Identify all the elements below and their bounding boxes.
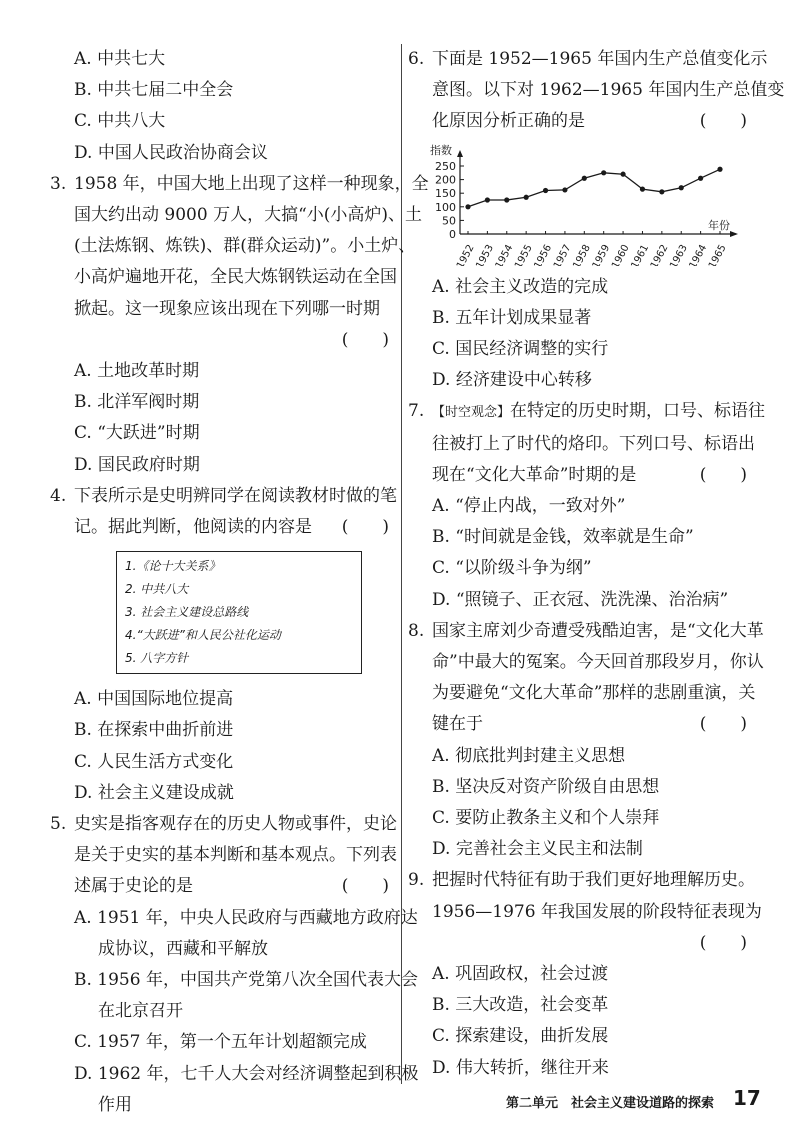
- q4-line-2: 记。据此判断，他阅读的内容是 ( ): [50, 512, 395, 543]
- q6-option-d[interactable]: D. 经济建设中心转移: [432, 370, 592, 391]
- data-point-1960: [620, 171, 625, 176]
- x-tick-label-1961: 1961: [629, 242, 652, 266]
- q8-option-b[interactable]: B. 坚决反对资产阶级自由思想: [432, 776, 660, 797]
- data-point-1955: [524, 194, 529, 199]
- x-axis-arrow: [730, 231, 738, 237]
- x-tick-label-1964: 1964: [687, 242, 710, 266]
- question-5: [50, 809, 419, 1121]
- q5-option-a-line-2: 成协议，西藏和平解放: [98, 938, 268, 959]
- q3-answer-paren[interactable]: ( ): [341, 329, 389, 350]
- unit-title: 第二单元 社会主义建设道路的探索: [506, 1096, 715, 1111]
- q7-number: 7.: [408, 401, 425, 422]
- question-3: [50, 169, 429, 481]
- q9-answer-paren[interactable]: ( ): [699, 932, 747, 953]
- x-tick-label-1963: 1963: [668, 242, 690, 266]
- q3-line-2: 国大约出动 9000 万人，大搞“小(小高炉)、土: [74, 205, 423, 226]
- q5-option-b-line-2: 在北京召开: [98, 1001, 183, 1022]
- q3-number: 3.: [50, 173, 67, 194]
- question-7: [408, 396, 766, 615]
- y-tick-label: 0: [449, 227, 456, 241]
- q3-line-1: 3. 1958 年，中国大地上出现了这样一种现象，全: [50, 169, 395, 200]
- data-point-1959: [601, 170, 606, 175]
- q6-answer-paren[interactable]: ( ): [699, 111, 747, 132]
- q8-line-1: 8. 国家主席刘少奇遭受残酷迫害，是“文化大革: [408, 616, 753, 647]
- q7-option-a[interactable]: A. “停止内战，一致对外”: [432, 496, 626, 517]
- q5-answer-paren[interactable]: ( ): [341, 876, 389, 897]
- q8-option-d[interactable]: D. 完善社会主义民主和法制: [432, 839, 643, 860]
- note-item-3: 3. 社会主义建设总路线: [125, 605, 249, 620]
- data-point-1958: [582, 175, 587, 180]
- q5-option-a[interactable]: [50, 903, 418, 965]
- y-tick-label: 200: [435, 173, 456, 187]
- q8-line-3: 为要避免“文化大革命”那样的悲剧重演，关: [432, 683, 756, 704]
- q4-option-d[interactable]: D. 社会主义建设成就: [74, 782, 234, 803]
- data-point-1956: [543, 187, 548, 192]
- x-tick-label-1954: 1954: [493, 242, 516, 266]
- q2-option-d[interactable]: D. 中国人民政治协商会议: [74, 142, 268, 163]
- y-tick-label: 50: [442, 214, 456, 228]
- q3-option-b[interactable]: B. 北洋军阀时期: [74, 392, 200, 413]
- q9-option-a[interactable]: A. 巩固政权，社会过渡: [432, 964, 609, 985]
- data-point-1965: [717, 166, 722, 171]
- x-tick-label-1953: 1953: [474, 242, 497, 266]
- q4-line-1: 4. 下表所示是史明辨同学在阅读教材时做的笔: [50, 481, 395, 512]
- data-point-1952: [465, 204, 470, 209]
- q9-line-2: 1956—1976 年我国发展的阶段特征表现为: [432, 901, 762, 922]
- x-tick-label-1955: 1955: [513, 242, 535, 266]
- q5-option-a-line-1: A. 1951 年，中央人民政府与西藏地方政府达: [74, 907, 418, 928]
- data-point-1953: [485, 197, 490, 202]
- q9-number: 9.: [408, 870, 425, 891]
- q8-number: 8.: [408, 620, 425, 641]
- q4-number: 4.: [50, 485, 67, 506]
- gdp-index-chart: [426, 142, 753, 270]
- q7-option-c[interactable]: C. “以阶级斗争为纲”: [432, 558, 592, 579]
- y-tick-label: 150: [435, 186, 456, 200]
- q5-option-b[interactable]: [50, 965, 418, 1027]
- q7-option-d[interactable]: D. “照镜子、正衣冠、洗洗澡、治治病”: [432, 589, 729, 610]
- q8-option-c[interactable]: C. 要防止教条主义和个人崇拜: [432, 808, 660, 829]
- q6-line-3: 化原因分析正确的是 ( ): [408, 106, 753, 137]
- y-axis-title: 指数: [430, 143, 452, 157]
- x-tick-label-1952: 1952: [454, 242, 477, 266]
- q3-option-c[interactable]: C. “大跃进”时期: [74, 423, 200, 444]
- q5-option-b-line-1: B. 1956 年，中国共产党第八次全国代表大会: [74, 970, 418, 991]
- q3-line-4: 小高炉遍地开花，全民大炼钢铁运动在全国: [74, 267, 397, 288]
- q3-line-3: (土法炼钢、炼铁)、群(群众运动)”。小土炉、: [74, 236, 416, 257]
- reading-notes-box: [116, 551, 362, 674]
- question-4: [50, 481, 395, 809]
- q5-number: 5.: [50, 814, 67, 835]
- left-column: [50, 44, 429, 1121]
- q2-option-c[interactable]: C. 中共八大: [74, 111, 166, 132]
- q5-line-3: 述属于史论的是 ( ): [50, 871, 395, 902]
- q5-option-d-line-1: D. 1962 年，七千人大会对经济调整起到积极: [74, 1063, 419, 1084]
- q8-option-a[interactable]: A. 彻底批判封建主义思想: [432, 745, 626, 766]
- question-9: [408, 865, 762, 1083]
- y-tick-label: 100: [435, 200, 456, 214]
- data-point-1962: [659, 189, 664, 194]
- q6-option-b[interactable]: B. 五年计划成果显著: [432, 307, 592, 328]
- page-footer: [0, 1086, 800, 1116]
- q7-answer-paren[interactable]: ( ): [699, 464, 747, 485]
- q2-option-b[interactable]: B. 中共七届二中全会: [74, 80, 234, 101]
- q3-option-d[interactable]: D. 国民政府时期: [74, 454, 200, 475]
- page-number: 17: [733, 1086, 761, 1110]
- data-point-1961: [640, 186, 645, 191]
- q5-option-c[interactable]: [50, 1027, 395, 1058]
- y-axis-arrow: [457, 150, 463, 157]
- q4-option-c[interactable]: C. 人民生活方式变化: [74, 751, 234, 772]
- q4-option-a[interactable]: A. 中国国际地位提高: [74, 689, 234, 710]
- q3-line-5: 掀起。这一现象应该出现在下列哪一时期: [74, 298, 380, 319]
- q7-tag: 【时空观念】: [432, 405, 511, 421]
- x-tick-label-1958: 1958: [571, 242, 593, 266]
- right-column: [408, 44, 785, 1084]
- note-item-2: 2. 中共八大: [125, 582, 189, 597]
- q6-option-a[interactable]: A. 社会主义改造的完成: [432, 276, 609, 297]
- q7-line-3: 现在“文化大革命”时期的是 ( ): [408, 460, 753, 491]
- q9-line-1: 9. 把握时代特征有助于我们更好地理解历史。: [408, 865, 753, 896]
- q9-option-d[interactable]: D. 伟大转折，继往开来: [432, 1057, 609, 1078]
- q4-option-b[interactable]: B. 在探索中曲折前进: [74, 720, 234, 741]
- q6-number: 6.: [408, 49, 425, 69]
- x-tick-label-1959: 1959: [590, 242, 613, 266]
- q3-option-a[interactable]: A. 土地改革时期: [74, 361, 200, 382]
- q7-option-b[interactable]: B. “时间就是金钱，效率就是生命”: [432, 527, 694, 548]
- q6-option-c[interactable]: C. 国民经济调整的实行: [432, 339, 609, 360]
- q9-option-c[interactable]: C. 探索建设，曲折发展: [432, 1026, 609, 1047]
- q7-line-1: 7. 【时空观念】在特定的历史时期，口号、标语往: [408, 396, 753, 428]
- q5-option-c-line-1: C. 1957 年，第一个五年计划超额完成: [74, 1032, 367, 1053]
- note-item-1: 1.《论十大关系》: [125, 559, 221, 574]
- note-item-4: 4.“大跃进”和人民公社化运动: [125, 628, 281, 643]
- x-tick-label-1965: 1965: [706, 242, 729, 266]
- q2-options: [50, 44, 395, 169]
- q2-option-a[interactable]: A. 中共七大: [74, 49, 166, 69]
- x-tick-label-1962: 1962: [648, 242, 671, 266]
- data-point-1954: [504, 197, 509, 202]
- q5-line-2: 是关于史实的基本判断和基本观点。下列表: [74, 845, 397, 866]
- q5-line-1: 5. 史实是指客观存在的历史人物或事件，史论: [50, 809, 395, 840]
- q5-option-d-line-2: 作用: [98, 1094, 132, 1115]
- x-tick-label-1956: 1956: [532, 242, 555, 266]
- question-8: [408, 616, 764, 866]
- x-tick-label-1960: 1960: [610, 242, 632, 266]
- q6-line-1: 6. 下面是 1952—1965 年国内生产总值变化示: [408, 44, 753, 75]
- q6-line-2: 意图。以下对 1962—1965 年国内生产总值变: [432, 80, 785, 101]
- q8-line-2: 命”中最大的冤案。今天回首那段岁月，你认: [432, 652, 764, 673]
- data-point-1964: [698, 175, 703, 180]
- q8-answer-paren[interactable]: ( ): [699, 714, 747, 735]
- gdp-line-chart-svg: [426, 142, 746, 266]
- y-tick-label: 250: [435, 159, 456, 173]
- q7-line-2: 往被打上了时代的烙印。下列口号、标语出: [432, 433, 755, 454]
- x-tick-label-1957: 1957: [551, 242, 574, 266]
- q9-option-b[interactable]: B. 三大改造，社会变革: [432, 995, 609, 1016]
- x-axis-title: 年份: [708, 218, 730, 232]
- note-item-5: 5. 八字方针: [125, 651, 189, 666]
- question-6: [408, 44, 785, 396]
- data-point-1963: [679, 185, 684, 190]
- q8-line-4: 键在于 ( ): [408, 709, 753, 740]
- q4-answer-paren[interactable]: ( ): [341, 517, 389, 538]
- data-point-1957: [562, 187, 567, 192]
